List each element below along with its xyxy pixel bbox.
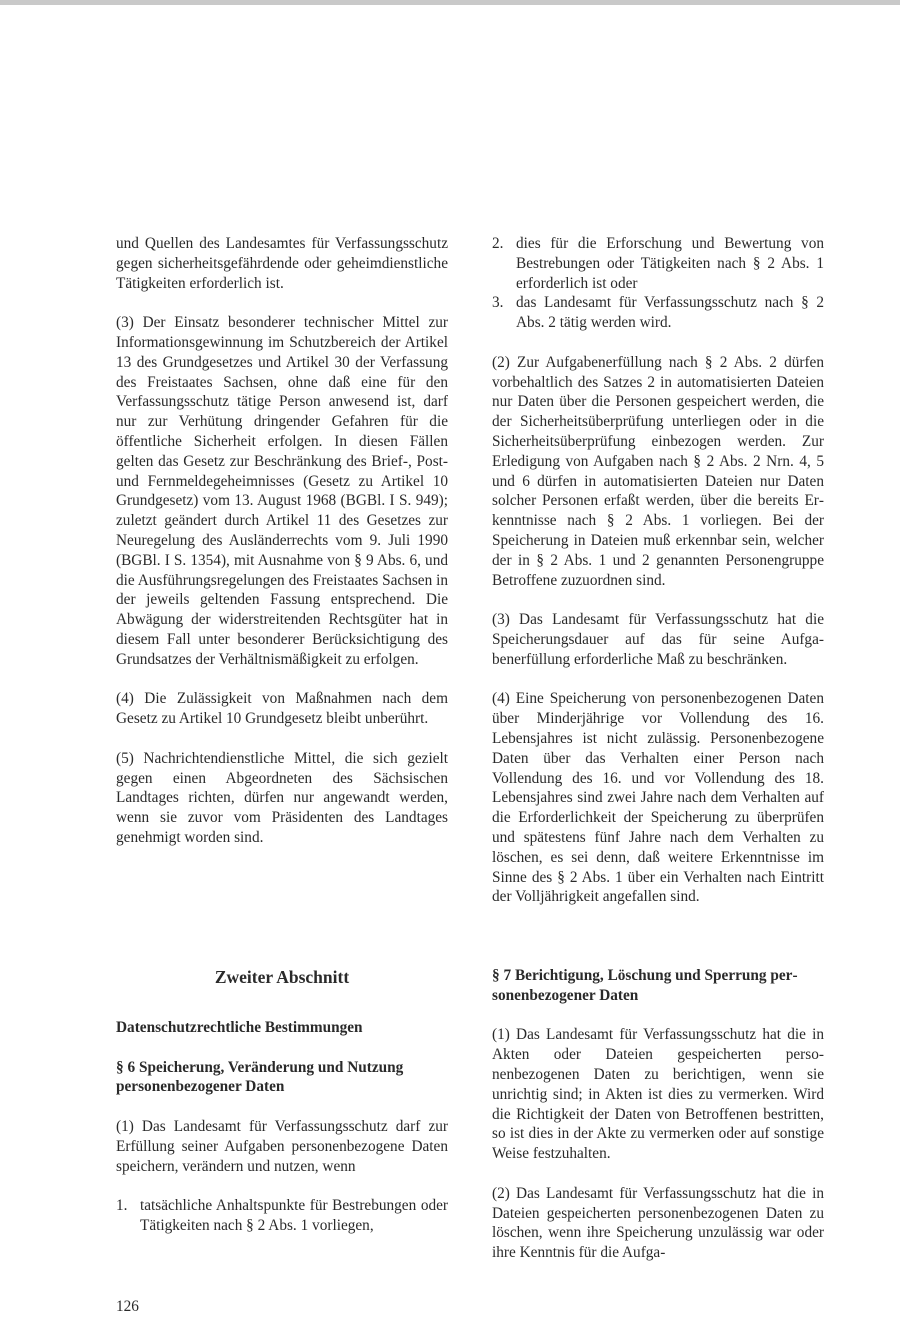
list-item-number: 1. [116,1197,128,1215]
left-paragraph-5: (5) Nachrichtendienstliche Mittel, die sich gezielt gegen einen Abgeordneten des Sächsischen Landtages richten, dürfen nur angewandt werden, wenn sie zuvor vom Präsidenten des Landtages genehmigt worden sind. [116,749,448,846]
section-title: Zweiter Abschnitt [214,967,350,987]
list-item [492,234,824,293]
paragraph-7-sub-1: (1) Das Landesamt für Verfassungsschutz hat die in Akten oder Dateien gespeicherten personenbezogenen Daten zu berichtigen, wenn sie unrichtig sind; in Akten ist dies zu vermerken. Wird die Richtigkeit der Daten von Betroffenen bestritten, so ist dies in der Akte zu vermerken oder auf sonstige Weise festzuhalten. [492,1026,824,1163]
lower-left-column [116,966,448,1256]
lower-right-column [492,966,824,1263]
right-paragraph-4: (4) Eine Speicherung von personenbezogenen Daten über Minderjährige vor Vollendung des 16. Lebensjahres ist nicht zulässig. Personenbezogene Daten über das Verhalten einer Person nach Vollendung des 16. und vor Vollendung des 18. Lebensjahres sind zwei Jahre nach dem Verhalten auf die Erforderlichkeit der Speicherung zu überprüfen und spätestens fünf Jahre nach dem Verhalten zu löschen, es sei denn, daß weitere Erkenntnisse im Sinne des § 2 Abs. 1 über ein Verhalten nach Eintritt der Volljährigkeit angefallen sind. [492,690,824,906]
right-paragraph-3: (3) Das Landesamt für Verfassungsschutz hat die Speicherungsdauer auf das für seine Aufgabenerfüllung erforderliche Maß zu beschränken. [492,611,824,668]
left-paragraph-continuation: und Quellen des Landesamtes für Verfassungsschutz gegen sicherheitsgefährdende oder geheimdienstliche Tätigkeiten erforderlich ist. [116,235,448,292]
list-item [492,293,824,333]
paragraph-6-heading: § 6 Speicherung, Veränderung und Nutzung personenbezogener Daten [116,1058,404,1096]
lower-left-numbered-list [116,1196,448,1236]
paragraph-6-sub-1: (1) Das Landesamt für Verfassungsschutz darf zur Erfüllung seiner Aufgaben personenbezogene Daten speichern, verändern und nutzen, wenn [116,1117,448,1175]
paragraph-7-sub-2: (2) Das Landesamt für Verfassungsschutz hat die in Dateien gespeicherten personenbezogenen Daten zu löschen, wenn ihre Speicherung unzulässig war oder ihre Kenntnis für die Aufga- [492,1184,824,1262]
left-paragraph-3: (3) Der Einsatz besonderer technischer Mittel zur Informationsgewinnung im Schutzbereich der Artikel 13 des Grundgesetzes und Artikel 30 der Verfassung des Freistaates Sachsen, ohne daß eine für den Verfassungsschutz tätige Person anwesend ist, darf nur zur Verhütung dringender Gefahren für die öffentliche Sicherheit erfolgen. In diesen Fällen gelten das Gesetz zur Beschränkung des Brief-, Post- und Fernmeldegeheimnisses (Gesetz zu Artikel 10 Grundgesetz) vom 13. August 1968 (BGBl. I S. 949); zuletzt geändert durch Artikel 11 des Gesetzes zur Neuregelung des Ausländerrechts vom 9. Juli 1990 (BGBl. I S. 1354), mit Ausnahme von § 9 Abs. 6, und die Ausführungsregelungen des Freistaates Sachsen in der jeweils geltenden Fassung entsprechend. Die Abwägung der widerstreitenden Rechtsgüter hat in diesem Fall unter besonderer Berücksichtigung des Grundsatzes der Verhältnismäßigkeit zu erfolgen. [116,314,448,668]
scan-top-edge [0,0,900,5]
list-item-text: das Landesamt für Verfassungsschutz nach § 2 Abs. 2 tätig werden wird. [516,294,824,332]
list-item-text: tatsächliche Anhaltspunkte für Bestrebungen oder Tätigkeiten nach § 2 Abs. 1 vorliegen, [140,1197,448,1234]
left-column [116,234,448,848]
left-paragraph-4: (4) Die Zulässigkeit von Maßnahmen nach dem Gesetz zu Artikel 10 Grundgesetz bleibt unberührt. [116,690,448,728]
right-numbered-list [492,234,824,333]
page-number: 126 [116,1298,139,1315]
list-item-number: 3. [492,294,504,312]
paragraph-7-heading: § 7 Berichtigung, Löschung und Sperrung personenbezogener Daten [492,967,798,1004]
right-column [492,234,824,907]
subsection-title: Datenschutzrechtliche Bestimmungen [116,1019,363,1036]
list-item [116,1196,448,1236]
list-item-number: 2. [492,235,504,252]
right-paragraph-2: (2) Zur Aufgabenerfüllung nach § 2 Abs. 2 dürfen vorbehaltlich des Satzes 2 in automatisierten Dateien nur Daten über die Personen gespeichert werden, die der Sicherheitsüberprüfung unterliegen oder in die Sicherheitsüberprüfung einbezogen werden. Zur Erledigung von Aufgaben nach § 2 Abs. 2 Nrn. 4, 5 und 6 dürfen in automatisierten Dateien nur Daten solcher Personen erfaßt werden, über die bereits Erkenntnisse nach § 2 Abs. 1 vorliegen. Bei der Speicherung in Dateien muß erkennbar sein, welcher der in § 2 Abs. 1 und 2 genannten Personengruppe Betroffene zuzuordnen sind. [492,353,824,589]
list-item-text: dies für die Erforschung und Bewertung von Bestrebungen oder Tätigkeiten nach § 2 Abs. 1 erforderlich ist oder [516,235,824,292]
